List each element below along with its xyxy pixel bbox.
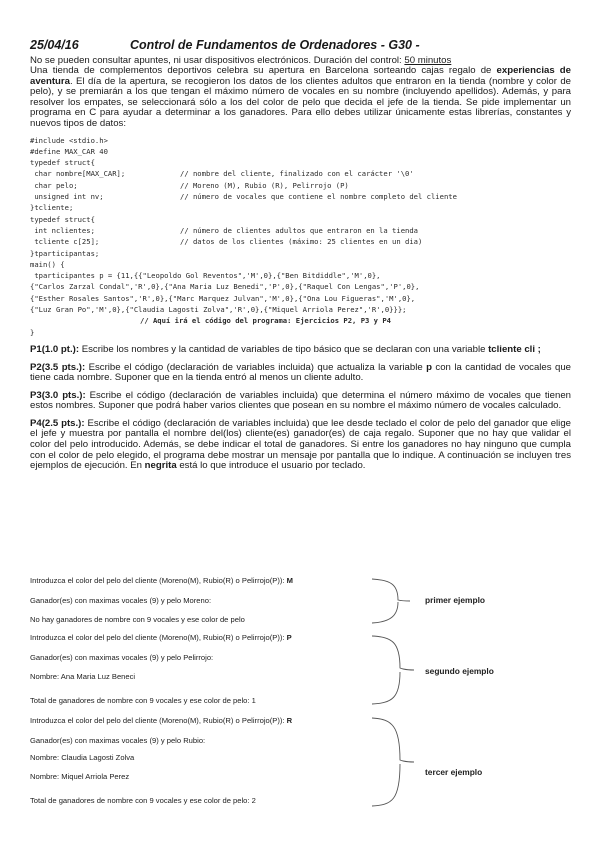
code-comment: // número de vocales que contiene el nombre completo del cliente [180,192,457,202]
code-comment: // número de clientes adultos que entraron en la tienda [180,225,418,235]
code-comment: // datos de los clientes (máximo: 25 clientes en un dia) [180,237,423,247]
intro-text-2: . El día de la apertura, se recogieron los datos de los clientes adultos que entraron en la tienda (nombre y color de pelo), y se premiarán a los que tengan el máximo número de vocales en su nombre (incluyendo apellidos). Además, y para resolver los empates, se seleccionará sólo a los del color de pelo que decida el jefe de la tienda. Se pide implementar un programa en C para ayudar a determinar a los ganadores. Para ello debes utilizar únicamente estas librerías, constantes y nuevos tipos de datos: [30,75,571,129]
code-comment: // Aquí irá el código del programa: Ejercicios P2, P3 y P4 [140,316,391,326]
code-line [30,168,571,179]
code-statement: #include <stdio.h> [30,135,108,145]
ex2-label: segundo ejemplo [425,666,494,676]
ex2-input: P [286,633,292,642]
code-statement: int nclientes; [30,225,95,235]
p4-bold: negrita [144,460,177,472]
code-comment: // Moreno (M), Rubio (R), Pelirrojo (P) [180,180,349,190]
code-statement [30,315,140,326]
code-statement: {"Esther Rosales Santos",'R',0},{"Marc Marquez Julvan",'M',0},{"Ona Lou Figueras",'M',0}, [30,293,416,303]
code-statement: unsigned int nv; [30,192,104,202]
ex3-brace-icon [370,716,430,808]
exam-header [30,38,571,52]
code-statement: tcliente c[25]; [30,237,100,247]
intro-paragraph [30,66,571,130]
p1-bold: tcliente cli ; [488,343,541,355]
ex3-line-5: Total de ganadores de nombre con 9 vocales y ese color de pelo: 2 [30,796,256,805]
code-statement: char nombre[MAX_CAR]; [30,169,126,179]
code-statement: {"Carlos Zarzal Condal",'R',0},{"Ana Maria Luz Benedi",'P',0},{"Raquel Con Lengas",'P',0}, [30,282,420,292]
code-line [30,281,571,292]
p4-text-2: está lo que introduce el usuario por teclado. [176,460,366,472]
ex2-prompt: Introduzca el color del pelo del cliente (Moreno(M), Rubio(R) o Pelirrojo(P)): [30,633,287,642]
code-line [30,146,571,157]
p1-text: Escribe los nombres y la cantidad de variables de tipo básico que se declaran con una variable [79,343,489,355]
ex2-line-4: Total de ganadores de nombre con 9 vocales y ese color de pelo: 1 [30,696,256,705]
code-line [30,157,571,168]
intro-bold: experiencias de aventura [30,65,571,87]
code-line [30,180,571,191]
ex2-brace-icon [370,634,430,706]
code-line [30,293,571,304]
ex3-line-4: Nombre: Miquel Arriola Perez [30,772,130,781]
code-statement: main() { [30,259,65,269]
code-line [30,270,571,281]
exam-date: 25/04/16 [30,38,79,52]
code-line [30,214,571,225]
code-statement: }tparticipantas; [30,248,100,258]
ex3-line-3: Nombre: Claudia Lagosti Zolva [30,753,135,762]
ex3-line-2: Ganador(es) con maximas vocales (9) y pelo Rubio: [30,736,206,745]
exam-title: Control de Fundamentos de Ordenadores - G30 - [130,38,420,52]
ex2-line-2: Ganador(es) con maximas vocales (9) y pelo Pelirrojo: [30,653,214,662]
code-line [30,236,571,247]
code-statement: #define MAX_CAR 40 [30,146,108,156]
p2-text-1: Escribe el código (declaración de variables incluida) que actualiza la variable [85,361,427,373]
p3-label: P3(3.0 pts.): [30,389,86,401]
ex1-line-3: No hay ganadores de nombre con 9 vocales y ese color de pelo [30,615,245,624]
ex3-prompt-line [30,716,292,725]
p2-text-2: con la cantidad de vocales que tiene cada nombre. Suponer que en la tienda entró al menos un cliente adulto. [30,361,572,384]
question-p1 [30,345,571,356]
question-p4 [30,419,571,472]
code-line [30,327,571,338]
code-line [30,191,571,202]
intro-text-1: Una tienda de complementos deportivos celebra su apertura en Barcelona sorteando cajas regalo de [30,65,497,76]
code-line [30,202,571,213]
ex1-line-2: Ganador(es) con maximas vocales (9) y pelo Moreno: [30,596,212,605]
ex2-prompt-line [30,633,292,642]
code-listing [30,135,571,338]
code-line [30,259,571,270]
p2-bold: p [426,361,432,373]
rules-text: No se pueden consultar apuntes, ni usar dispositivos electrónicos. Duración del control: [30,55,405,66]
code-statement: {"Luz Gran Po",'M',0},{"Claudia Lagosti Zolva",'R',0},{"Miquel Arriola Perez",'R',0}}}; [30,305,407,315]
code-statement: char pelo; [30,180,78,190]
code-comment: // nombre del cliente, finalizado con el carácter '\0' [180,169,414,179]
ex1-prompt-line [30,576,293,585]
p2-label: P2(3.5 pts.): [30,361,86,373]
code-line [30,248,571,259]
code-statement: typedef struct{ [30,158,95,168]
code-statement: tparticipantes p = {11,{{"Leopoldo Gol Reventos",'M',0},{"Ben Bitdiddle",'M',0}, [30,271,381,281]
code-statement: } [30,327,35,337]
ex3-prompt: Introduzca el color del pelo del cliente (Moreno(M), Rubio(R) o Pelirrojo(P)): [30,716,287,725]
ex3-input: R [286,716,293,725]
p1-label: P1(1.0 pt.): [30,343,80,355]
code-statement: typedef struct{ [30,214,95,224]
ex1-input: M [286,576,293,585]
question-p3 [30,391,571,412]
p3-text: Escribe el código (declaración de variables incluida) que determina el número máximo de vocales que tienen estos nombres. Suponer que podrá haber varios clientes que posean en su nombre el máximo número de vocales calculado. [30,389,571,412]
ex3-label: tercer ejemplo [425,767,483,777]
code-statement: }tcliente; [30,203,74,213]
p4-label: P4(2.5 pts.): [30,417,85,429]
ex1-label: primer ejemplo [425,595,486,605]
code-line [30,304,571,315]
question-p2 [30,363,571,384]
exam-duration: 50 minutos [404,55,452,66]
code-line [30,135,571,146]
p4-text-1: Escribe el código (declaración de variables incluida) que lee desde teclado el color de pelo del ganador que elige el jefe y muestra por pantalla el nombre del(los) cliente(es) ganador(es) de caja regalo. Suponer que no hay que validar el color del pelo introducido. Además, se debe indicar el total de ganadores. Si entre los ganadores no hay ninguno que cumpla con el color de pelo elegido, el programa debe mostrar un mensaje por pantalla que lo indique. A continuación se incluyen tres ejemplos de ejecución. En [30,417,571,472]
ex1-brace-icon [370,576,430,626]
code-line [30,315,571,326]
ex1-prompt: Introduzca el color del pelo del cliente (Moreno(M), Rubio(R) o Pelirrojo(P)): [30,576,287,585]
code-line [30,225,571,236]
ex2-line-3: Nombre: Ana Maria Luz Beneci [30,672,136,681]
